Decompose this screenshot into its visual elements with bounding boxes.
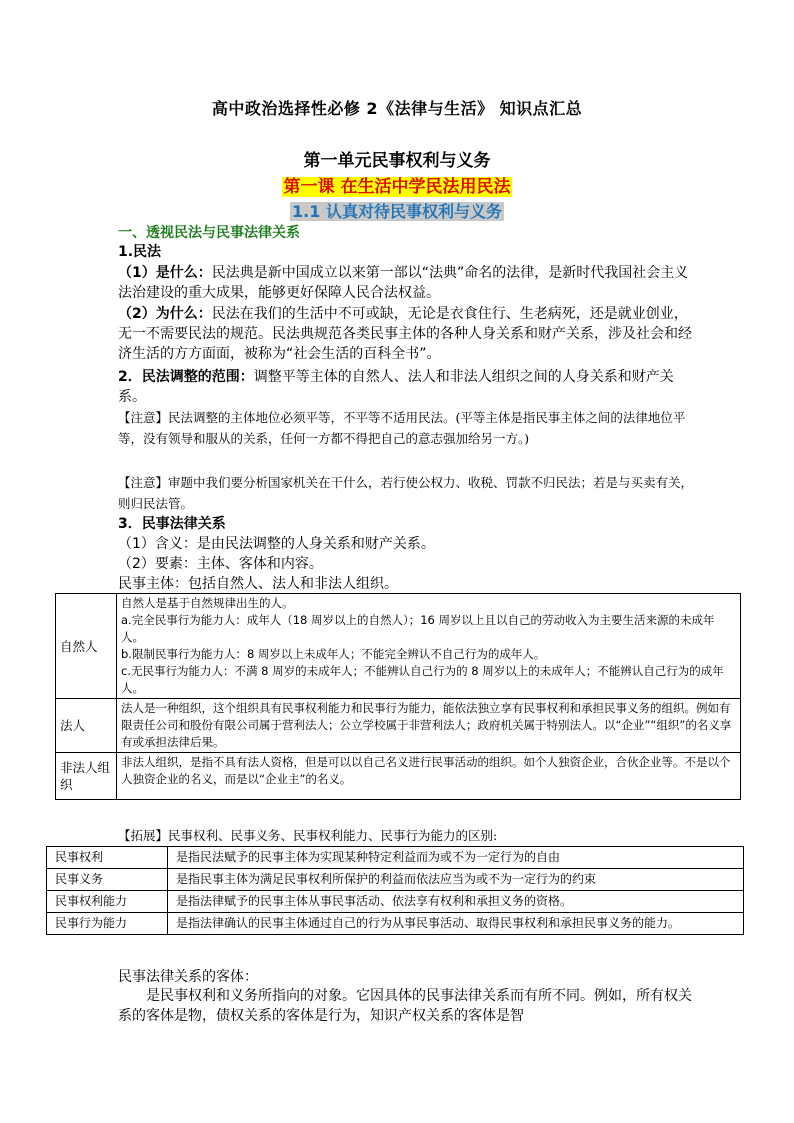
subject-table [55, 593, 741, 800]
paragraph-2 [118, 367, 698, 407]
object-heading: 民事法律关系的客体： [118, 969, 258, 985]
paragraph-1-2-label: （2）为什么： [118, 306, 212, 322]
paragraph-3-title-text: 3．民事法律关系 [118, 516, 226, 532]
unit-title: 第一单元民事权利与义务 [303, 151, 491, 171]
table-cell-content: 是指法律确认的民事主体通过自己的行为从事民事活动、取得民事权利和承担民事义务的能力。 [168, 913, 744, 935]
table-cell-content [117, 594, 741, 699]
paragraph-3-3: 民事主体：包括自然人、法人和非法人组织。 [118, 576, 398, 592]
table-cell-label: 民事行为能力 [47, 913, 168, 935]
table-cell-label: 民事权利能力 [47, 891, 168, 913]
lesson-title [0, 172, 794, 197]
paragraph-2-text: 调整平等主体的自然人、法人和非法人组织之间的人身关系和财产关系。 [118, 369, 674, 405]
paragraph-1-title-text: 1.民法 [118, 244, 162, 260]
extension-note: 【拓展】民事权利、民事义务、民事权利能力、民事行为能力的区别: [118, 828, 498, 843]
paragraph-1-1-label: （1）是什么： [118, 265, 212, 281]
natural-line: b.限制民事行为能力人：8 周岁以上未成年人；不能完全辨认不自己行为的成年人。 [121, 647, 546, 661]
table-row [56, 594, 741, 699]
table-cell-content: 非法人组织，是指不具有法人资格，但是可以以自己名义进行民事活动的组织。如个人独资企业，合伙企业等。不是以个人独资企业的名义，而是以“企业主”的名义。 [117, 753, 741, 800]
note-2: 【注意】审题中我们要分析国家机关在干什么，若行使公权力、收税、罚款不归民法；若是与买卖有关，则归民法管。 [118, 475, 694, 511]
table-cell-label: 非法人组织 [56, 753, 117, 800]
table-cell-content: 是指法律赋予的民事主体从事民事活动、依法享有权利和承担义务的资格。 [168, 891, 744, 913]
natural-line: a.完全民事行为能力人：成年人（18 周岁以上的自然人）；16 周岁以上且以自己的劳动收入为主要生活来源的未成年人。 [121, 613, 715, 644]
paragraph-1-title [118, 242, 698, 262]
paragraph-3-2: （2）要素：主体、客体和内容。 [118, 556, 323, 572]
table-row [47, 847, 744, 869]
section-title [0, 199, 794, 222]
document-title: 高中政治选择性必修 2《法律与生活》 知识点汇总 [211, 99, 583, 118]
lesson-title-text: 第一课 在生活中学民法用民法 [283, 177, 511, 197]
table-cell-content: 法人是一种组织，这个组织具有民事权利能力和民事行为能力，能依法独立享有民事权利和承担民事义务的组织。例如有限责任公司和股份有限公司属于营利法人；公立学校属于非营利法人；政府机关属于特别法人。以“企业”“组织”的名义享有或承担法律后果。 [117, 699, 741, 753]
natural-line: 自然人是基于自然规律出生的人。 [121, 596, 294, 610]
paragraph-1-2-text: 民法在我们的生活中不可或缺，无论是衣食住行、生老病死，还是就业创业，无一不需要民法的规范。民法典规范各类民事主体的各种人身关系和财产关系，涉及社会和经济生活的方方面面，被称为“社会生活的百科全书”。 [118, 306, 692, 362]
paragraph-3-title [118, 514, 698, 534]
rights-table [46, 846, 744, 935]
section-title-text: 1.1 认真对待民事权利与义务 [292, 202, 502, 221]
table-row [47, 913, 744, 935]
paragraph-2-label: 2．民法调整的范围： [118, 369, 254, 385]
table-cell-content: 是指民法赋予的民事主体为实现某种特定利益而为或不为一定行为的自由 [168, 847, 744, 869]
table-cell-label: 民事权利 [47, 847, 168, 869]
paragraph-1-2 [118, 304, 698, 364]
table-cell-label: 自然人 [56, 594, 117, 699]
table-row [47, 891, 744, 913]
note-1: 【注意】民法调整的主体地位必须平等，不平等不适用民法。(平等主体是指民事主体之间的法律地位平等，没有领导和服从的关系，任何一方都不得把自己的意志强加给另一方。) [118, 410, 686, 446]
table-row [47, 869, 744, 891]
table-cell-content: 是指民事主体为满足民事权利所保护的利益而依法应当为或不为一定行为的约束 [168, 869, 744, 891]
table-cell-label: 法人 [56, 699, 117, 753]
object-text: 是民事权利和义务所指向的对象。它因具体的民事法律关系而有所不同。例如，所有权关系的客体是物，债权关系的客体是行为，知识产权关系的客体是智 [118, 988, 692, 1024]
paragraph-3-1: （1）含义：是由民法调整的人身关系和财产关系。 [118, 536, 435, 552]
table-cell-label: 民事义务 [47, 869, 168, 891]
natural-line: c.无民事行为能力人：不满 8 周岁的未成年人；不能辨认自己行为的 8 周岁以上的未成年人；不能辨认自己行为的成年人。 [121, 664, 724, 695]
paragraph-1-1 [118, 263, 698, 303]
paragraph-1-1-text: 民法典是新中国成立以来第一部以“法典”命名的法律，是新时代我国社会主义法治建设的重大成果，能够更好保障人民合法权益。 [118, 265, 689, 301]
sub-heading: 一、透视民法与民事法律关系 [118, 225, 300, 241]
table-row [56, 699, 741, 753]
table-row [56, 753, 741, 800]
